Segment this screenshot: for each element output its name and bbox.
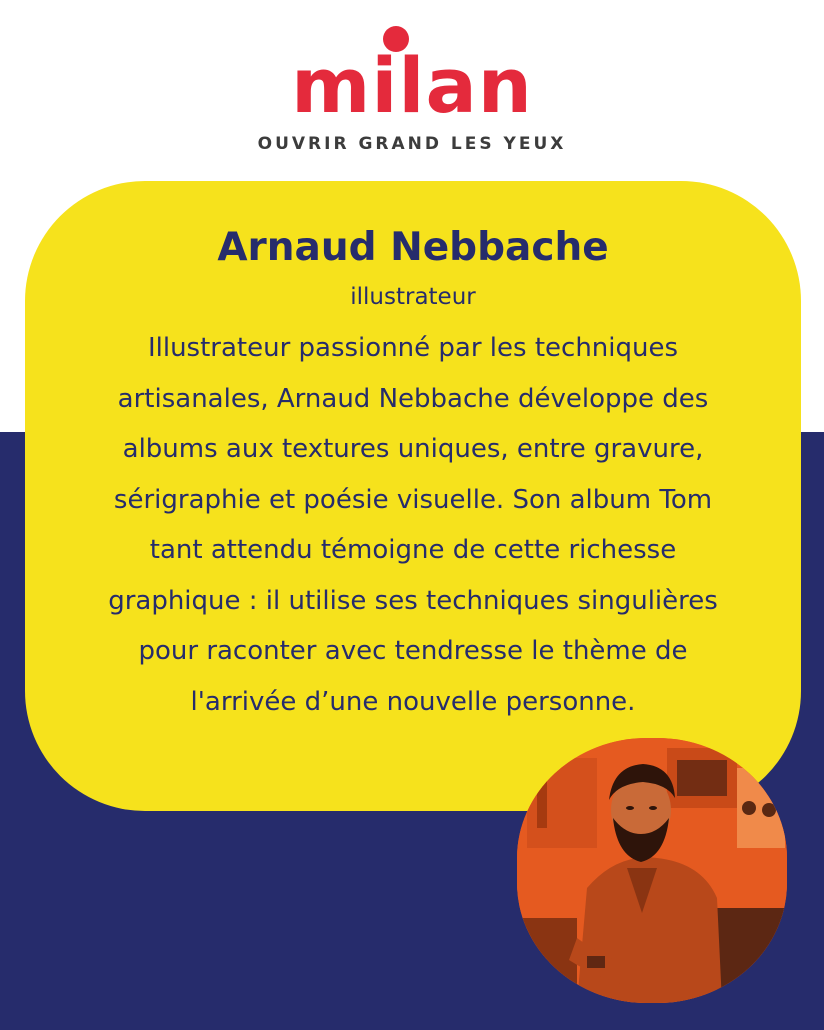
brand-logo[interactable]: [0, 0, 824, 170]
author-role: illustrateur: [350, 284, 476, 310]
bio-line: sérigraphie et poésie visuelle. Son album Tom: [113, 484, 713, 515]
author-portrait-photo: [517, 738, 787, 1003]
bio-line: pour raconter avec tendresse le thème de: [138, 636, 688, 666]
bio-line: graphique : il utilise ses techniques singulières: [108, 585, 718, 616]
author-bio: [25, 323, 801, 727]
bio-line: Illustrateur passionné par les techniques: [147, 333, 679, 363]
bio-line: tant attendu témoigne de cette richesse: [149, 535, 677, 565]
bio-line: l'arrivée d’une nouvelle personne.: [190, 686, 636, 717]
logo-wordmark: milan: [291, 41, 533, 130]
author-name: Arnaud Nebbache: [217, 225, 609, 270]
bio-line: artisanales, Arnaud Nebbache développe des: [117, 383, 709, 414]
bio-line: albums aux textures uniques, entre gravure,: [122, 434, 704, 464]
photo-portrait-icon: [517, 738, 787, 1003]
author-card: [25, 181, 801, 811]
logo-tagline: OUVRIR GRAND LES YEUX: [257, 134, 567, 154]
